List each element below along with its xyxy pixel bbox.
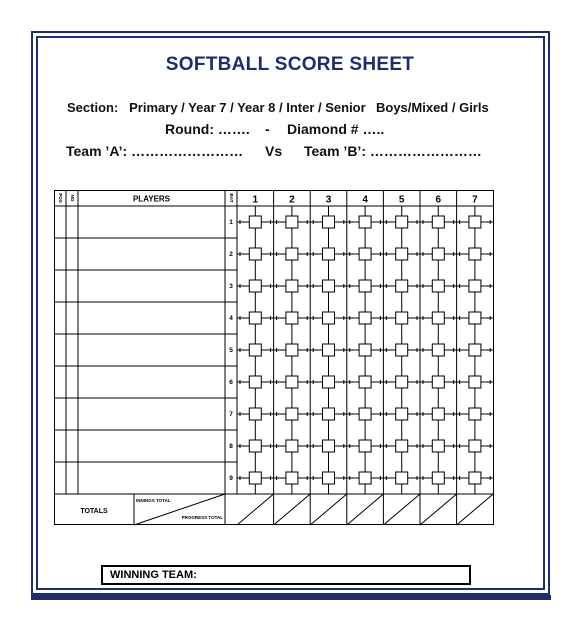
score-box <box>359 280 371 292</box>
score-box <box>469 216 481 228</box>
pos-header: POS <box>58 193 63 203</box>
score-box <box>323 280 335 292</box>
score-box <box>469 312 481 324</box>
score-box <box>396 344 408 356</box>
score-box <box>432 280 444 292</box>
round-dash: - <box>265 121 270 137</box>
section-line <box>67 100 489 115</box>
inning-total-diagonal <box>310 494 347 525</box>
score-box <box>396 376 408 388</box>
score-box <box>323 312 335 324</box>
inning-total-diagonal <box>383 494 420 525</box>
score-grid-svg <box>54 190 494 528</box>
score-box <box>286 344 298 356</box>
score-box <box>249 376 261 388</box>
score-box <box>469 408 481 420</box>
batting-order-number: 8 <box>229 443 233 450</box>
totals-label: TOTALS <box>80 508 108 515</box>
progress-total-label: PROGRESS TOTAL <box>181 515 223 520</box>
round-line <box>165 121 385 137</box>
team-a-field: Team ’A’: …………………… <box>66 143 244 159</box>
score-box <box>469 344 481 356</box>
score-grid <box>54 190 494 533</box>
score-box <box>396 312 408 324</box>
score-box <box>359 248 371 260</box>
section-options: Primary / Year 7 / Year 8 / Inter / Senior <box>129 100 366 115</box>
score-box <box>286 440 298 452</box>
page-frame-bottom-bar <box>31 595 551 600</box>
batting-order-number: 6 <box>229 379 233 386</box>
inning-header: 7 <box>472 194 478 206</box>
inning-header: 5 <box>398 194 405 206</box>
score-box <box>469 440 481 452</box>
score-box <box>286 376 298 388</box>
batting-order-number: 5 <box>229 347 233 354</box>
score-box <box>323 408 335 420</box>
section-label: Section: <box>67 100 119 115</box>
batting-order-number: 2 <box>229 251 233 258</box>
score-box <box>432 440 444 452</box>
vs-label: Vs <box>265 143 283 159</box>
score-box <box>432 312 444 324</box>
score-box <box>432 344 444 356</box>
inning-header: 4 <box>362 194 368 206</box>
winning-team-label: WINNING TEAM: <box>110 569 197 581</box>
score-box <box>359 312 371 324</box>
batting-order-number: 1 <box>229 219 233 226</box>
score-box <box>359 440 371 452</box>
round-field: Round: ……. <box>165 121 250 137</box>
inning-total-diagonal <box>420 494 457 525</box>
batting-order-number: 7 <box>229 411 233 418</box>
score-box <box>359 376 371 388</box>
players-header: PLAYERS <box>132 194 171 204</box>
score-box <box>432 472 444 484</box>
inning-total-diagonal <box>457 494 494 525</box>
score-box <box>396 280 408 292</box>
score-box <box>323 248 335 260</box>
diamond-field: Diamond # ….. <box>287 121 385 137</box>
inning-header: 2 <box>289 194 295 206</box>
score-box <box>249 344 261 356</box>
score-box <box>249 312 261 324</box>
score-box <box>396 248 408 260</box>
inning-header: 1 <box>252 194 259 206</box>
score-box <box>286 472 298 484</box>
score-box <box>249 440 261 452</box>
score-box <box>249 216 261 228</box>
score-box <box>359 408 371 420</box>
score-box <box>396 216 408 228</box>
inning-total-diagonal <box>347 494 384 525</box>
score-box <box>286 216 298 228</box>
inning-total-diagonal <box>237 494 274 525</box>
score-box <box>396 472 408 484</box>
inning-total-diagonal <box>274 494 311 525</box>
score-box <box>249 280 261 292</box>
score-box <box>286 248 298 260</box>
score-box <box>249 472 261 484</box>
batting-order-number: 9 <box>229 475 233 482</box>
team-b-field: Team ’B’: …………………… <box>304 143 482 159</box>
inning-header: 3 <box>325 194 332 206</box>
score-box <box>323 216 335 228</box>
score-box <box>359 216 371 228</box>
batting-order-number: 3 <box>229 283 233 290</box>
winning-team-box <box>101 565 471 585</box>
score-box <box>396 408 408 420</box>
score-box <box>323 440 335 452</box>
score-box <box>432 216 444 228</box>
score-box <box>432 376 444 388</box>
innings-total-label: INNINGS TOTAL <box>136 498 171 503</box>
score-box <box>323 376 335 388</box>
bat-header: BAT <box>229 193 234 203</box>
score-box <box>396 440 408 452</box>
score-box <box>469 472 481 484</box>
score-box <box>323 344 335 356</box>
score-box <box>286 312 298 324</box>
score-box <box>359 472 371 484</box>
score-box <box>432 408 444 420</box>
score-box <box>469 376 481 388</box>
sheet-title: SOFTBALL SCORE SHEET <box>165 54 415 75</box>
teams-line <box>66 143 482 159</box>
score-box <box>323 472 335 484</box>
score-box <box>359 344 371 356</box>
no-header: NO <box>70 194 75 202</box>
score-box <box>249 408 261 420</box>
score-box <box>432 248 444 260</box>
batting-order-number: 4 <box>229 315 233 322</box>
score-box <box>286 280 298 292</box>
score-box <box>249 248 261 260</box>
gender-options: Boys/Mixed / Girls <box>376 100 489 115</box>
score-box <box>469 280 481 292</box>
score-box <box>469 248 481 260</box>
inning-header: 6 <box>435 194 442 206</box>
score-box <box>286 408 298 420</box>
